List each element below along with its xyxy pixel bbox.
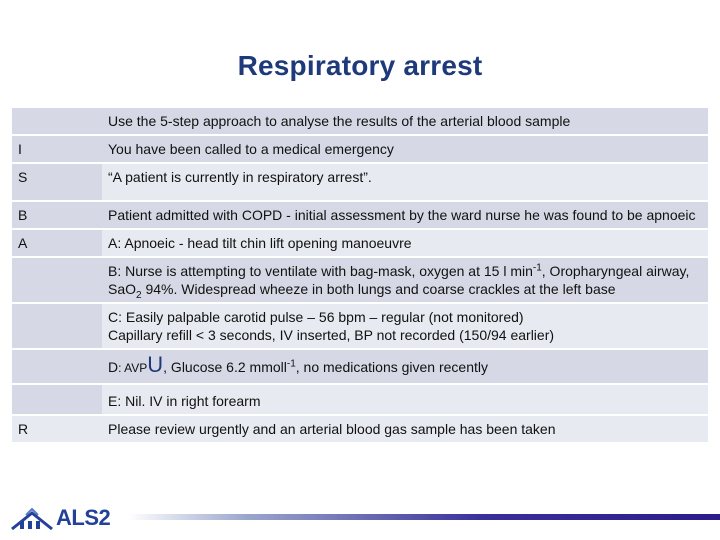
disability-sup: -1	[286, 358, 296, 370]
row-letter-empty	[12, 385, 102, 414]
logo-text: ALS2	[56, 505, 111, 530]
table-row-a-breathing	[12, 258, 708, 302]
isbar-table	[12, 106, 708, 444]
header-instruction: Use the 5-step approach to analyse the results of the arterial blood sample	[102, 108, 708, 134]
header-empty-cell	[12, 108, 102, 134]
airway-detail: : Apnoeic - head tilt chin lift opening manoeuvre	[117, 235, 412, 251]
row-letter: S	[12, 164, 102, 200]
breathing-detail-1: : Nurse is attempting to ventilate with bag-mask, oxygen at 15 l min	[117, 263, 533, 279]
avpu-u: U	[147, 352, 164, 377]
table-header-row	[12, 108, 708, 134]
table-row-a-airway	[12, 230, 708, 256]
row-letter-empty	[12, 304, 102, 348]
als2-logo	[10, 503, 128, 533]
disability-detail-2: , no medications given recently	[295, 359, 488, 375]
table-row-r	[12, 416, 708, 442]
table-row-a-exposure	[12, 385, 708, 414]
row-letter: R	[12, 416, 102, 442]
circulation-line-2: Capillary refill < 3 seconds, IV inserted, BP not recorded (150/94 earlier)	[108, 327, 555, 343]
footer-gradient-bar	[128, 514, 720, 520]
table-row-a-circulation	[12, 304, 708, 348]
breathing-sub: 2	[136, 289, 142, 301]
table-row-i	[12, 136, 708, 162]
table-row-a-disability	[12, 350, 708, 383]
row-letter: I	[12, 136, 102, 162]
row-letter: A	[12, 230, 102, 256]
airway-text	[102, 230, 708, 256]
airway-label: A	[108, 235, 118, 251]
circulation-line-1: : Easily palpable carotid pulse – 56 bpm – regular (not monitored)	[118, 309, 524, 325]
disability-avpu: : AVP	[118, 361, 148, 375]
building-icon	[10, 505, 54, 531]
breathing-text	[102, 258, 708, 302]
circulation-text	[102, 304, 708, 348]
disability-label: D	[108, 359, 119, 375]
table-row-b	[12, 202, 708, 228]
exposure-detail: : Nil. IV in right forearm	[117, 393, 261, 409]
table-row-s	[12, 164, 708, 200]
breathing-detail-2: , Oropharyngeal airway, SaO	[108, 263, 690, 297]
page-title: Respiratory arrest	[237, 50, 483, 81]
disability-detail-1: , Glucose 6.2 mmoll	[163, 359, 287, 375]
circulation-label: C	[108, 309, 119, 325]
breathing-label: B	[108, 263, 118, 279]
row-text: You have been called to a medical emergency	[102, 136, 708, 162]
row-letter: B	[12, 202, 102, 228]
row-letter-empty	[12, 350, 102, 383]
row-text: Please review urgently and an arterial blood gas sample has been taken	[102, 416, 708, 442]
breathing-detail-3: 94%. Widespread wheeze in both lungs and coarse crackles at the left base	[141, 281, 616, 297]
row-text: Patient admitted with COPD - initial assessment by the ward nurse he was found to be apnoeic	[102, 202, 708, 228]
row-text: “A patient is currently in respiratory arrest”.	[102, 164, 708, 200]
disability-text	[102, 350, 708, 383]
exposure-text	[102, 385, 708, 414]
breathing-sup: -1	[532, 262, 542, 274]
exposure-label: E	[108, 393, 118, 409]
row-letter-empty	[12, 258, 102, 302]
